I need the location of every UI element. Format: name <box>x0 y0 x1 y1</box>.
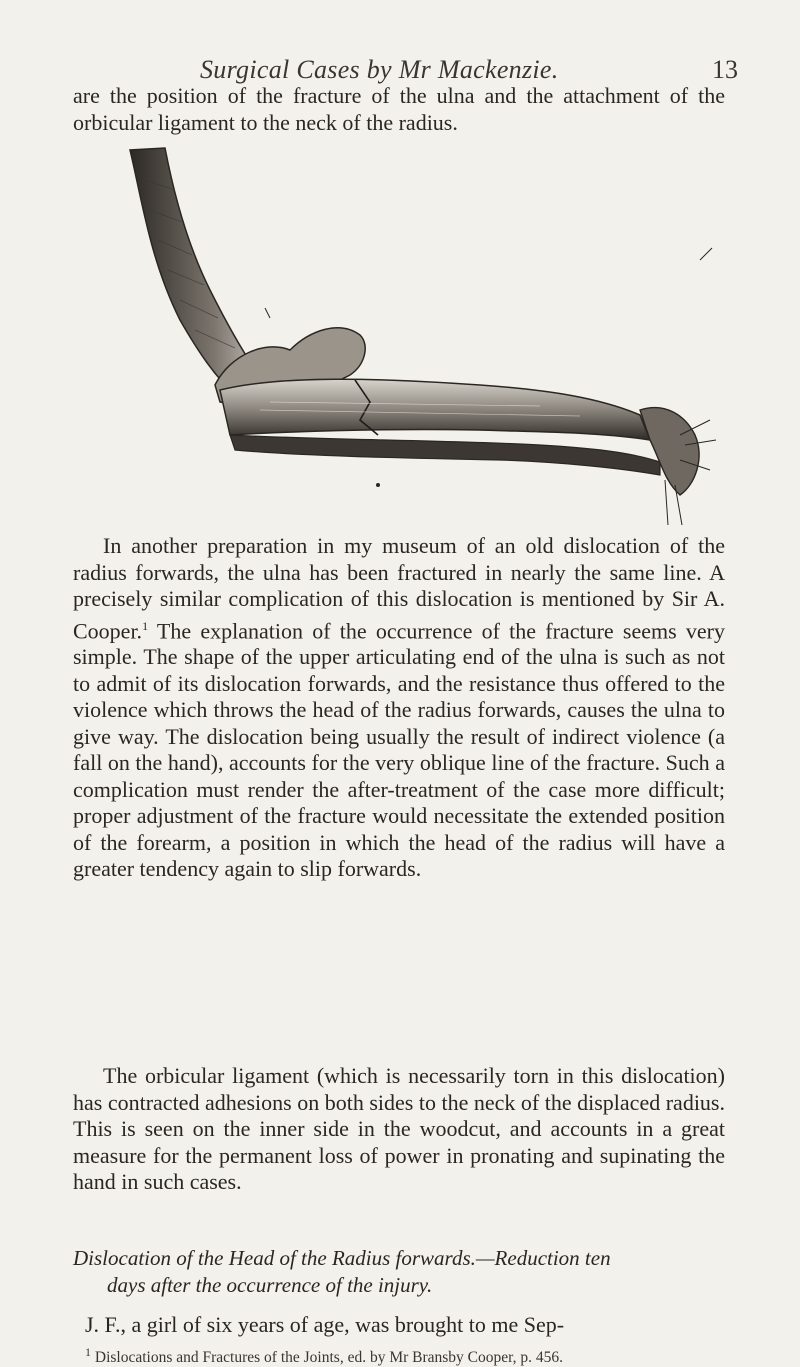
page-number: 13 <box>712 55 738 84</box>
paragraph-preparation-text <box>73 533 725 883</box>
paragraph-orbicular-ligament-text: The orbicular ligament (which is necessarily torn in this dislocation) has contracted adhesions on both sides to the neck of the displaced radius. This is seen on the inner side in the woodcut, and accounts in a great measure for the permanent loss of power in pronating and supinating the hand in such cases. <box>73 1063 725 1194</box>
continuation-paragraph <box>73 83 725 136</box>
running-title: Surgical Cases by Mr Mackenzie. <box>200 55 559 84</box>
woodcut-figure <box>120 140 720 530</box>
paragraph-preparation-part2: The explanation of the occurrence of the fracture seems very simple. The shape of the upper articulating end of the ulna is such as not to admit of its dislocation forwards, and the resistance thus offered to the violence which throws the head of the radius forwards, causes the ulna to give way. The dislocation being usually the result of indirect violence (a fall on the hand), accounts for the very oblique line of the fracture. Such a complication must render the after-treatment of the case more difficult; proper adjustment of the fracture would necessitate the extended position of the forearm, a position in which the head of the radius will have a greater tendency again to slip forwards. <box>73 617 725 882</box>
case-subheading-line2: days after the occurrence of the injury. <box>107 1273 433 1297</box>
case-subheading-line1: Dislocation of the Head of the Radius forwards.—Reduction ten <box>73 1246 611 1270</box>
case-subheading <box>73 1245 725 1299</box>
paragraph-preparation <box>73 533 725 883</box>
case-intro: J. F., a girl of six years of age, was brought to me Sep- <box>85 1312 565 1337</box>
footnote <box>85 1345 725 1367</box>
footnote-number: 1 <box>85 1345 91 1359</box>
continuation-text: are the position of the fracture of the ulna and the attachment of the orbicular ligament to the neck of the radius. <box>73 83 725 135</box>
paragraph-preparation-part1: In another preparation in my museum of an old dislocation of the radius forwards, the ulna has been fractured in nearly the same line. A precisely similar complication of this dislocation is mentioned by Sir A. Cooper. <box>73 533 725 643</box>
footnote-text: Dislocations and Fractures of the Joints, ed. by Mr Bransby Cooper, p. 456. <box>91 1349 564 1367</box>
footnote-reference: 1 <box>142 618 149 633</box>
paragraph-orbicular-ligament <box>73 1063 725 1196</box>
